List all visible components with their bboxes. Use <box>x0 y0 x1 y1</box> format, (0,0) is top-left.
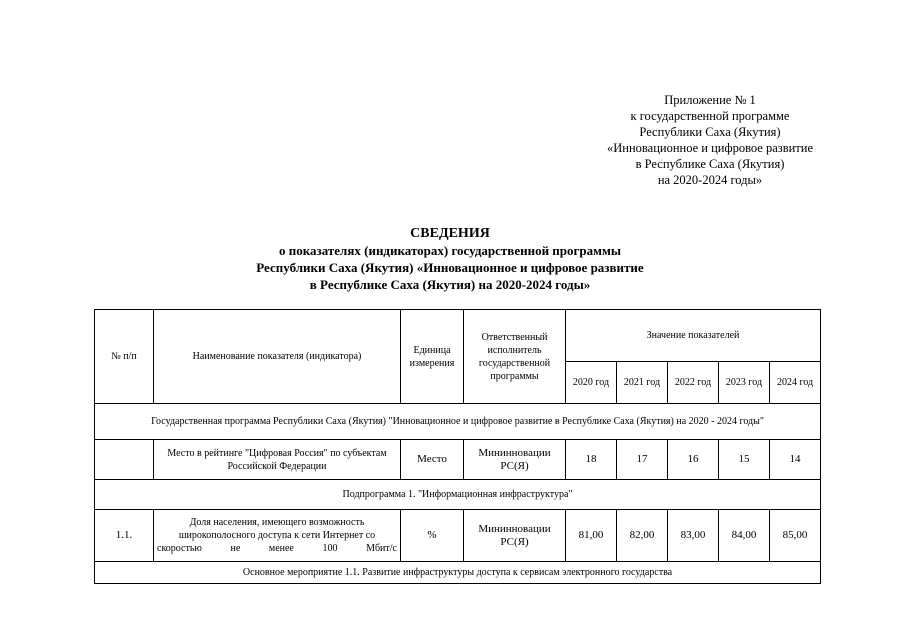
row-name: Доля населения, имеющего возможность широкополосного доступа к сети Интернет со скоростью не менее 100 Мбит/с <box>154 510 401 562</box>
row-value: 17 <box>617 440 668 480</box>
header-year: 2024 год <box>770 362 821 404</box>
appendix-block <box>560 92 860 188</box>
appendix-line: на 2020-2024 годы» <box>657 173 763 187</box>
header-values: Значение показателей <box>566 310 821 362</box>
header-year: 2021 год <box>617 362 668 404</box>
subprogram-title: Подпрограмма 1. "Информационная инфраструктура" <box>95 480 821 510</box>
row-unit: % <box>401 510 464 562</box>
row-executor: Мининновации РС(Я) <box>464 440 566 480</box>
row-value: 81,00 <box>566 510 617 562</box>
header-executor: Ответственный исполнитель государственной программы <box>464 310 566 404</box>
header-year: 2023 год <box>719 362 770 404</box>
header-name: Наименование показателя (индикатора) <box>154 310 401 404</box>
program-title: Государственная программа Республики Саха (Якутия) "Инновационное и цифровое развитие в Республике Саха (Якутия) на 2020 - 2024 годы" <box>95 404 821 440</box>
row-unit: Место <box>401 440 464 480</box>
row-value: 83,00 <box>668 510 719 562</box>
row-executor: Мининновации РС(Я) <box>464 510 566 562</box>
row-num <box>95 440 154 480</box>
row-name: Место в рейтинге "Цифровая Россия" по субъектам Российской Федерации <box>154 440 401 480</box>
heading-line: в Республике Саха (Якутия) на 2020-2024 годы» <box>309 277 591 292</box>
subprogram-row <box>95 480 821 510</box>
appendix-line: «Инновационное и цифровое развитие <box>607 141 813 155</box>
row-value: 15 <box>719 440 770 480</box>
heading-line: Республики Саха (Якутия) «Инновационное и цифровое развитие <box>256 260 644 275</box>
row-value: 82,00 <box>617 510 668 562</box>
appendix-line: Республики Саха (Якутия) <box>639 125 781 139</box>
activity-row <box>95 562 821 584</box>
document-heading <box>180 225 720 293</box>
document-title: СВЕДЕНИЯ <box>410 226 490 241</box>
row-value: 16 <box>668 440 719 480</box>
header-year: 2022 год <box>668 362 719 404</box>
row-value: 18 <box>566 440 617 480</box>
activity-title: Основное мероприятие 1.1. Развитие инфраструктуры доступа к сервисам электронного государства <box>95 562 821 584</box>
header-year: 2020 год <box>566 362 617 404</box>
appendix-line: к государственной программе <box>630 109 790 123</box>
row-value: 85,00 <box>770 510 821 562</box>
appendix-line: в Республике Саха (Якутия) <box>635 157 785 171</box>
header-num: № п/п <box>95 310 154 404</box>
program-row <box>95 404 821 440</box>
header-unit: Единица измерения <box>401 310 464 404</box>
indicator-row <box>95 510 821 562</box>
indicators-table <box>94 309 821 584</box>
row-value: 14 <box>770 440 821 480</box>
rating-row <box>95 440 821 480</box>
heading-line: о показателях (индикаторах) государственной программы <box>278 243 622 258</box>
row-num: 1.1. <box>95 510 154 562</box>
row-value: 84,00 <box>719 510 770 562</box>
header-row <box>95 310 821 362</box>
appendix-line: Приложение № 1 <box>664 93 756 107</box>
